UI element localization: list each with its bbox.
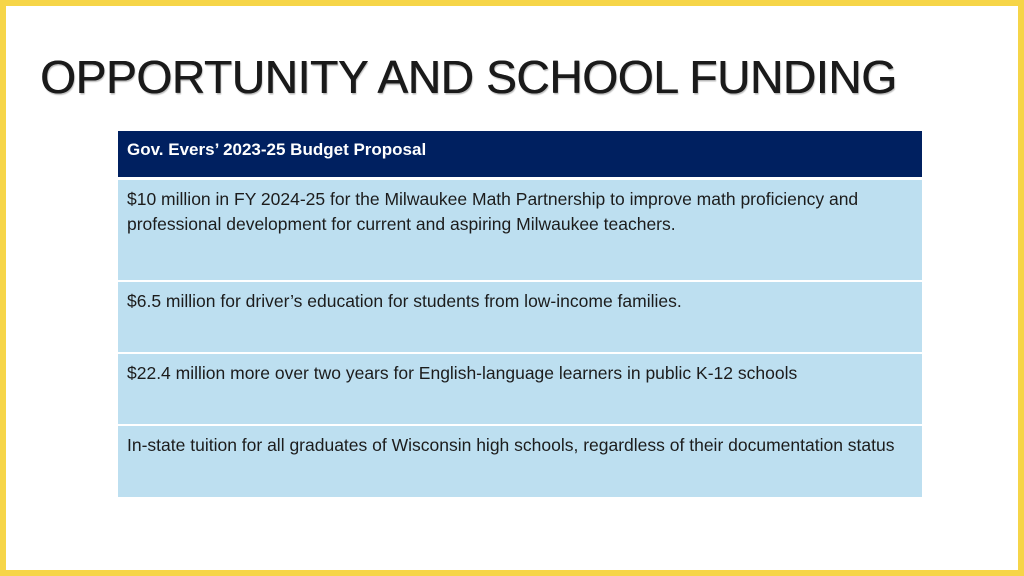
table-row	[118, 353, 922, 425]
table-row	[118, 425, 922, 497]
table-cell: $6.5 million for driver’s education for students from low-income families.	[118, 281, 922, 353]
table-row	[118, 178, 922, 281]
table-cell: In-state tuition for all graduates of Wisconsin high schools, regardless of their documentation status	[118, 425, 922, 497]
table-header-row	[118, 131, 922, 178]
table-cell: $10 million in FY 2024-25 for the Milwaukee Math Partnership to improve math proficiency and professional development for current and aspiring Milwaukee teachers.	[118, 178, 922, 281]
table-header: Gov. Evers’ 2023-25 Budget Proposal	[118, 131, 922, 178]
budget-proposal-table	[118, 131, 922, 497]
slide-title: OPPORTUNITY AND SCHOOL FUNDING	[40, 51, 897, 103]
table-cell: $22.4 million more over two years for English-language learners in public K-12 schools	[118, 353, 922, 425]
table-row	[118, 281, 922, 353]
